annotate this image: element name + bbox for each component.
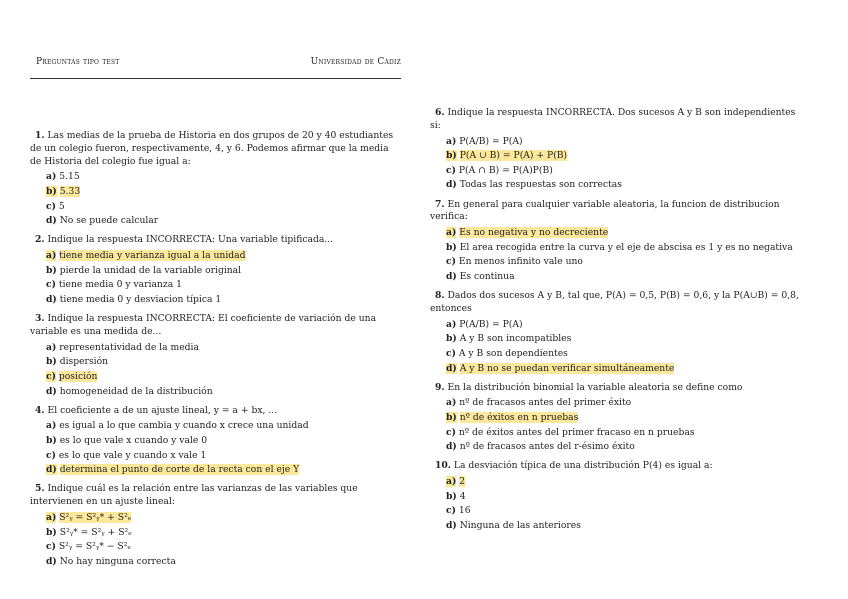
option-text: A y B son incompatibles [459,333,572,345]
option-text: nº de fracasos antes del r-ésimo éxito [459,441,635,453]
option-text: P(A ∩ B) = P(A)P(B) [458,164,553,176]
question [430,107,805,193]
option-text: P(A/B) = P(A) [459,135,523,147]
answer-option[interactable] [430,347,805,362]
question-number: 6. [435,107,445,118]
answer-option[interactable] [30,434,402,449]
option-label: a) [446,318,457,330]
header-left-title: Preguntas tipo test [36,57,120,67]
answer-option[interactable] [30,293,402,308]
highlighted-answer-text: 2 [459,476,466,488]
option-text: homogeneidad de la distribución [59,385,213,397]
answer-option[interactable] [30,419,402,434]
answer-option[interactable] [30,540,402,555]
question-stem [30,483,402,509]
header-rule [30,78,401,79]
question-number: 8. [435,290,445,302]
option-label: c) [46,449,56,461]
answer-option[interactable] [30,449,402,464]
option-text: es lo que vale y cuando x vale 1 [58,449,207,461]
option-text: P(A/B) = P(A) [459,318,523,330]
option-text: es lo que vale x cuando y vale 0 [59,435,208,447]
answer-option[interactable] [430,411,805,426]
question-number: 3. [35,313,45,325]
question-stem [30,130,402,168]
option-label: a) [46,171,57,183]
option-text: Todas las respuestas son correctas [459,179,623,191]
answer-option[interactable] [430,475,805,490]
answer-option[interactable] [430,255,805,270]
answer-option[interactable] [30,355,402,370]
question-text: Indique cuál es la relación entre las varianzas de las variables que intervienen en un ajuste lineal: [30,483,358,508]
answer-option[interactable] [30,170,402,185]
option-label: d) [446,441,457,453]
highlighted-answer-text: 5.33 [59,185,81,197]
question-stem [430,199,805,225]
option-label: a) [46,420,57,432]
answer-option[interactable] [30,214,402,229]
question [30,405,402,478]
highlighted-answer-text: determina el punto de corte de la recta con el eje Y [59,464,300,476]
answer-option[interactable] [30,264,402,279]
option-label: b) [46,435,57,447]
answer-option[interactable] [30,185,402,200]
answer-option[interactable] [430,178,805,193]
option-label: b) [46,356,57,368]
option-label: d) [46,215,57,227]
highlighted-answer-text: posición [58,370,98,382]
question-text: En la distribución binomial la variable aleatoria se define como [447,381,743,393]
option-text: S²ᵧ = S²ᵧ* − S²ₑ [58,541,131,553]
answer-option[interactable] [430,426,805,441]
option-label: d) [46,464,57,476]
option-label: a) [46,250,57,262]
question [430,460,805,533]
answer-option[interactable] [30,249,402,264]
question-text: En general para cualquier variable aleatoria, la funcion de distribucion verifica: [430,198,780,223]
option-label: a) [446,227,457,239]
option-label: c) [446,347,456,359]
option-label: b) [446,490,457,502]
option-label: b) [446,333,457,345]
option-label: b) [46,526,57,538]
option-text: tiene media 0 y varianza 1 [58,279,182,291]
right-column [430,107,805,539]
question-number: 1. [35,130,45,141]
option-label: c) [46,200,56,212]
answer-option[interactable] [430,332,805,347]
option-label: d) [446,362,457,374]
question-number: 5. [35,483,45,495]
highlighted-answer-text: A y B no se puedan verificar simultáneamente [459,362,675,374]
option-label: c) [46,279,56,291]
option-text: tiene media 0 y desviacion típica 1 [59,293,222,305]
option-label: d) [46,555,57,567]
left-column [30,130,402,575]
option-label: d) [446,179,457,191]
option-text: Ninguna de las anteriores [459,520,581,532]
answer-option[interactable] [430,396,805,411]
answer-option[interactable] [430,135,805,150]
option-label: b) [46,185,57,197]
option-text: En menos infinito vale uno [458,256,583,268]
option-text: A y B son dependientes [458,347,568,359]
question [30,483,402,569]
highlighted-answer-text: P(A ∪ B) = P(A) + P(B) [459,150,568,162]
option-label: b) [446,150,457,162]
option-label: c) [46,541,56,553]
option-label: b) [446,412,457,424]
answer-option[interactable] [430,149,805,164]
question-text: Indique la respuesta INCORRECTA: Una variable tipificada... [47,234,334,246]
question-stem [430,460,805,473]
option-label: d) [46,385,57,397]
question-text: La desviación típica de una distribución P(4) es igual a: [453,460,713,472]
option-label: c) [446,256,456,268]
answer-option[interactable] [30,526,402,541]
question-text: Las medias de la prueba de Historia en dos grupos de 20 y 40 estudiantes de un colegio fueron, respectivamente, 4, y 6. Podemos afirmar que la media de Historia del colegio fue igual a: [30,130,394,167]
highlighted-answer-text: S²ᵧ = S²ᵧ* + S²ₑ [59,512,132,524]
option-text: S²ᵧ* = S²ᵧ + S²ₑ [59,526,132,538]
answer-option[interactable] [430,440,805,455]
option-text: Es continua [459,270,515,282]
answer-option[interactable] [30,278,402,293]
option-label: d) [446,520,457,532]
answer-option[interactable] [430,226,805,241]
answer-option[interactable] [30,370,402,385]
option-text: pierde la unidad de la variable original [59,264,242,276]
option-text: El area recogida entre la curva y el eje de abscisa es 1 y es no negativa [459,241,793,253]
option-label: a) [446,476,457,488]
question [430,290,805,376]
option-text: 5 [58,200,65,212]
question [430,199,805,285]
option-label: a) [446,397,457,409]
answer-option[interactable] [430,164,805,179]
option-label: c) [446,505,456,517]
option-label: c) [446,164,456,176]
highlighted-answer-text: nº de éxitos en n pruebas [459,412,579,424]
answer-option[interactable] [30,511,402,526]
answer-option[interactable] [30,385,402,400]
option-label: d) [46,293,57,305]
answer-option[interactable] [30,200,402,215]
option-text: es igual a lo que cambia y cuando x crece una unidad [59,420,309,432]
question-text: El coeficiente a de un ajuste lineal, y = a + bx, ... [47,404,278,416]
option-text: nº de éxitos antes del primer fracaso en n pruebas [458,426,695,438]
question-number: 9. [435,381,445,393]
question [30,234,402,307]
option-text: No hay ninguna correcta [59,555,176,567]
answer-option[interactable] [430,362,805,377]
answer-option[interactable] [430,318,805,333]
option-label: b) [446,241,457,253]
option-text: 4 [459,490,466,502]
question-number: 2. [35,234,45,246]
answer-option[interactable] [430,241,805,256]
option-label: c) [446,426,456,438]
option-label: c) [46,370,56,382]
question [30,130,402,229]
question-text: Indique la respuesta INCORRECTA: El coeficiente de variación de una variable es una medida de... [30,313,377,337]
question-number: 7. [435,198,445,210]
question-stem [430,107,805,133]
question-stem [30,234,402,247]
question-number: 4. [35,404,45,416]
option-text: nº de fracasos antes del primer éxito [459,397,632,409]
question [430,382,805,455]
option-label: b) [46,264,57,276]
option-label: a) [46,341,57,353]
answer-option[interactable] [430,519,805,534]
option-text: representatividad de la media [59,341,199,353]
option-text: dispersión [59,356,109,368]
question-text: Indique la respuesta INCORRECTA. Dos sucesos A y B son independientes si: [430,107,796,131]
answer-option[interactable] [430,504,805,519]
question-stem [30,313,402,339]
highlighted-answer-text: tiene media y varianza igual a la unidad [59,250,246,262]
question-stem [430,382,805,395]
question-number: 10. [435,460,451,472]
question-stem [30,405,402,418]
option-label: a) [46,512,57,524]
question-stem [430,290,805,316]
header-right-title: Universidad de Cádiz [310,57,401,67]
answer-option[interactable] [30,555,402,570]
answer-option[interactable] [430,270,805,285]
highlighted-answer-text: Es no negativa y no decreciente [459,227,609,239]
option-text: No se puede calcular [59,215,159,227]
answer-option[interactable] [430,490,805,505]
question-text: Dados dos sucesos A y B, tal que, P(A) = 0,5, P(B) = 0,6, y la P(A∪B) = 0,8, entonces [430,290,799,314]
answer-option[interactable] [30,463,402,478]
question [30,313,402,399]
option-label: a) [446,135,457,147]
option-text: 16 [458,505,471,517]
option-label: d) [446,270,457,282]
option-text: 5.15 [59,171,80,183]
answer-option[interactable] [30,341,402,356]
